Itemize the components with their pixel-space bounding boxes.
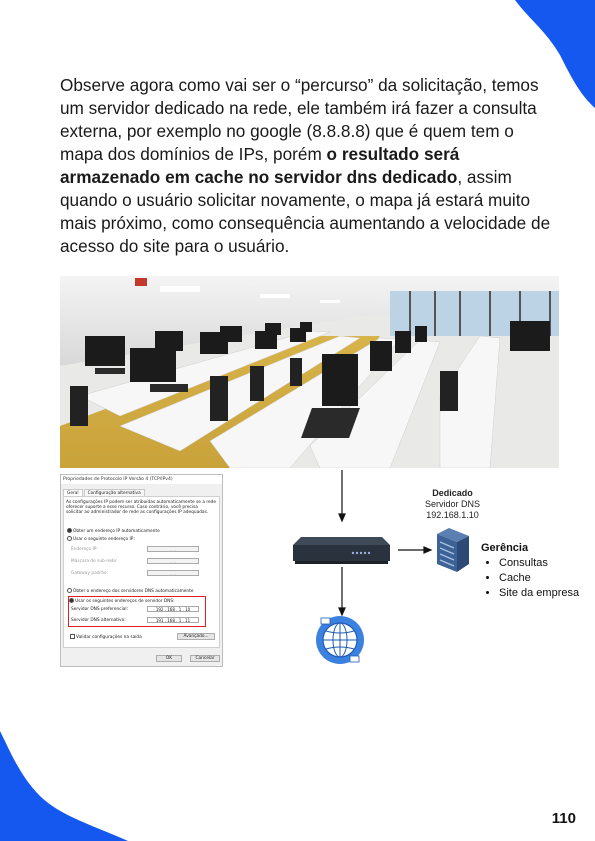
server-line-2: 192.168.1.10 xyxy=(426,510,479,520)
gateway-label: Gateway padrão: xyxy=(71,571,108,576)
ok-button[interactable]: OK xyxy=(156,655,182,662)
ip-address-field[interactable]: . . . xyxy=(147,546,199,552)
network-switch-icon xyxy=(293,537,390,565)
radio-use-dns-label: Usar os seguintes endereços de servidor DNS: xyxy=(75,599,175,604)
server-line-1: Servidor DNS xyxy=(424,499,480,509)
dns-alternate-field[interactable]: 191 . 168 . 1 . 11 xyxy=(147,617,199,623)
ip-address-label: Endereço IP: xyxy=(71,547,98,552)
dns-preferred-label: Servidor DNS preferencial: xyxy=(71,607,129,612)
management-item: • Cache xyxy=(499,571,579,586)
paragraph-text-2: , assim quando o usuário solicitar novamente, o mapa já estará muito mais próximo, como consequência aumentando a velocidade de acesso do site para o usuário. xyxy=(60,167,551,256)
management-list xyxy=(481,542,579,601)
radio-auto-dns-label: Obter o endereço dos servidores DNS automaticamente xyxy=(73,589,194,594)
page-number: 110 xyxy=(551,810,576,827)
gateway-field[interactable]: . . . xyxy=(147,570,199,576)
server-caption xyxy=(410,488,495,521)
management-item: • Consultas xyxy=(499,556,579,571)
dialog-intro-text: As configurações IP podem ser atribuídas automaticamente se a rede oferecer suporte a esse recurso. Caso contrário, você precisa solicitar ao administrador de rede as configurações IP adequadas. xyxy=(66,500,217,515)
server-title: Dedicado xyxy=(432,488,473,498)
paragraph-bold-text: o resultado será armazenado em cache no servidor dns dedicado xyxy=(60,144,460,187)
dns-preferred-field[interactable]: 192 . 168 . 1 . 10 xyxy=(147,606,199,612)
management-title: Gerência xyxy=(481,542,529,554)
server-icon xyxy=(437,528,469,572)
internet-globe-icon xyxy=(315,615,365,665)
management-item: • Site da empresa xyxy=(499,586,579,601)
radio-auto-ip-label: Obter um endereço IP automaticamente xyxy=(73,529,160,534)
advanced-button[interactable]: Avançado... xyxy=(177,633,215,640)
tab-general[interactable]: Geral xyxy=(63,489,83,497)
radio-use-ip-label: Usar o seguinte endereço IP: xyxy=(73,537,135,542)
dns-alternate-label: Servidor DNS alternativo: xyxy=(71,618,126,623)
tab-alternate-config[interactable]: Configuração alternativa xyxy=(84,489,145,497)
validate-label: Validar configurações na saída xyxy=(76,635,142,640)
dialog-title: Propriedades de Protocolo IP Versão 4 (TCP/IPv4) xyxy=(61,475,222,484)
paragraph-text-1: Observe agora como vai ser o “percurso” da solicitação, temos um servidor dedicado na rede, ele também irá fazer a consulta externa, por exemplo no google (8.8.8.8) que é quem tem o mapa dos domínios de IPs, porém xyxy=(60,75,539,164)
subnet-mask-label: Máscara de sub-rede: xyxy=(71,559,118,564)
subnet-mask-field[interactable]: . . . xyxy=(147,558,199,564)
cancel-button[interactable]: Cancelar xyxy=(190,655,220,662)
